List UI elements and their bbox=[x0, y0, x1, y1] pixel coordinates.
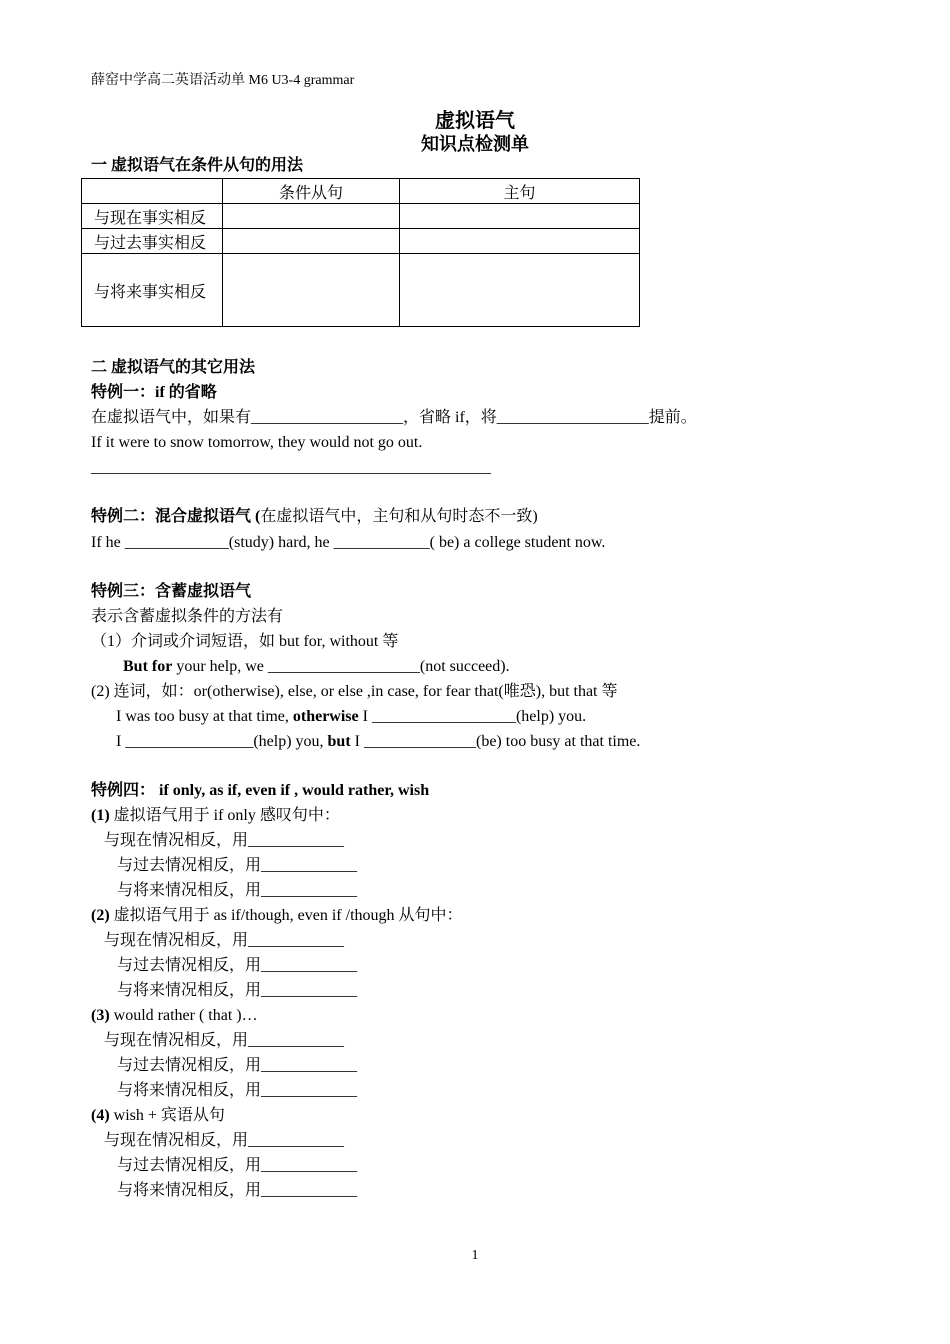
table-row bbox=[82, 229, 640, 254]
table-header-cell: 条件从句 bbox=[223, 179, 400, 204]
blank-cell bbox=[223, 229, 400, 254]
table-header-cell bbox=[82, 179, 223, 204]
case3-point1-example-text: your help, we ___________________(not succeed). bbox=[172, 658, 510, 675]
case1-example: If it were to snow tomorrow, they would not go out. bbox=[91, 434, 423, 451]
group-label: wish + 宾语从句 bbox=[109, 1107, 225, 1124]
case3-point2-example1 bbox=[116, 707, 586, 727]
blank-cell bbox=[400, 204, 640, 229]
document-title: 虚拟语气 bbox=[435, 110, 515, 132]
case4-group3-heading bbox=[91, 1006, 258, 1026]
example-text: I ______________(be) too busy at that time. bbox=[350, 733, 641, 750]
blank-cell bbox=[400, 254, 640, 327]
row-label: 与现在事实相反 bbox=[82, 204, 223, 229]
case4-group2-past: 与过去情况相反，用____________ bbox=[117, 957, 358, 974]
section1-heading: 一 虚拟语气在条件从句的用法 bbox=[91, 157, 304, 174]
blank-cell bbox=[223, 254, 400, 327]
case4-group2-future: 与将来情况相反，用____________ bbox=[117, 982, 358, 999]
case2-example: If he _____________(study) hard, he ____________( be) a college student now. bbox=[91, 534, 606, 551]
case3-title: 特例三：含蓄虚拟语气 bbox=[91, 583, 252, 600]
example-text: I ________________(help) you, bbox=[116, 733, 328, 750]
but-for-bold: But for bbox=[123, 658, 173, 675]
case2-title: 特例二：混合虚拟语气 bbox=[91, 508, 252, 525]
case4-group3-future: 与将来情况相反，用____________ bbox=[117, 1082, 358, 1099]
group-label: 虚拟语气用于 if only 感叹句中： bbox=[109, 807, 340, 824]
but-bold: but bbox=[327, 733, 351, 750]
case4-group4-heading bbox=[91, 1106, 225, 1126]
case4-group1-now: 与现在情况相反，用____________ bbox=[104, 832, 345, 849]
case3-point1: （1）介词或介词短语，如 but for, without 等 bbox=[91, 633, 399, 650]
case4-group3-past: 与过去情况相反，用____________ bbox=[117, 1057, 358, 1074]
case4-group3-now: 与现在情况相反，用____________ bbox=[104, 1032, 345, 1049]
case3-point2: (2) 连词，如：or(otherwise), else, or else ,in case, for fear that(唯恐), but that 等 bbox=[91, 683, 618, 700]
table-row bbox=[82, 204, 640, 229]
case2-note: 在虚拟语气中，主句和从句时态不一致) bbox=[260, 508, 538, 525]
otherwise-bold: otherwise bbox=[292, 708, 359, 725]
case4-group4-past: 与过去情况相反，用____________ bbox=[117, 1157, 358, 1174]
group-number: (3) bbox=[91, 1007, 110, 1024]
page-number: 1 bbox=[471, 1248, 479, 1263]
case3-point2-example2 bbox=[116, 732, 640, 752]
document-subtitle: 知识点检测单 bbox=[421, 134, 529, 154]
case4-title: 特例四： if only, as if, even if , would rather, wish bbox=[91, 782, 430, 799]
case1-title: 特例一：if 的省略 bbox=[91, 384, 217, 401]
table-header-cell: 主句 bbox=[400, 179, 640, 204]
case1-answer-blank: __________________________________________________ bbox=[91, 459, 491, 476]
case1-rule: 在虚拟语气中，如果有___________________，省略 if，将___________________提前。 bbox=[91, 409, 697, 426]
row-label: 与过去事实相反 bbox=[82, 229, 223, 254]
case4-group4-future: 与将来情况相反，用____________ bbox=[117, 1182, 358, 1199]
group-number: (2) bbox=[91, 907, 110, 924]
blank-cell bbox=[400, 229, 640, 254]
case3-intro: 表示含蓄虚拟条件的方法有 bbox=[91, 608, 284, 625]
group-label: would rather ( that )… bbox=[109, 1007, 258, 1024]
case2-title-line bbox=[91, 507, 538, 527]
section2-heading: 二 虚拟语气的其它用法 bbox=[91, 359, 256, 376]
group-number: (1) bbox=[91, 807, 110, 824]
page-header: 薛窑中学高二英语活动单 M6 U3-4 grammar bbox=[91, 73, 355, 88]
example-text: I __________________(help) you. bbox=[358, 708, 587, 725]
row-label: 与将来事实相反 bbox=[82, 254, 223, 327]
case4-group1-future: 与将来情况相反，用____________ bbox=[117, 882, 358, 899]
conditional-table bbox=[81, 178, 640, 327]
blank-cell bbox=[223, 204, 400, 229]
case2-note-paren: ( bbox=[251, 508, 261, 525]
table-row bbox=[82, 254, 640, 327]
case4-group2-heading bbox=[91, 906, 463, 926]
case4-group1-past: 与过去情况相反，用____________ bbox=[117, 857, 358, 874]
case3-point1-example bbox=[123, 657, 510, 677]
case4-group4-now: 与现在情况相反，用____________ bbox=[104, 1132, 345, 1149]
case4-group1-heading bbox=[91, 806, 340, 826]
group-label: 虚拟语气用于 as if/though, even if /though 从句中： bbox=[109, 907, 463, 924]
group-number: (4) bbox=[91, 1107, 110, 1124]
example-text: I was too busy at that time, bbox=[116, 708, 293, 725]
table-header-row bbox=[82, 179, 640, 204]
case4-group2-now: 与现在情况相反，用____________ bbox=[104, 932, 345, 949]
